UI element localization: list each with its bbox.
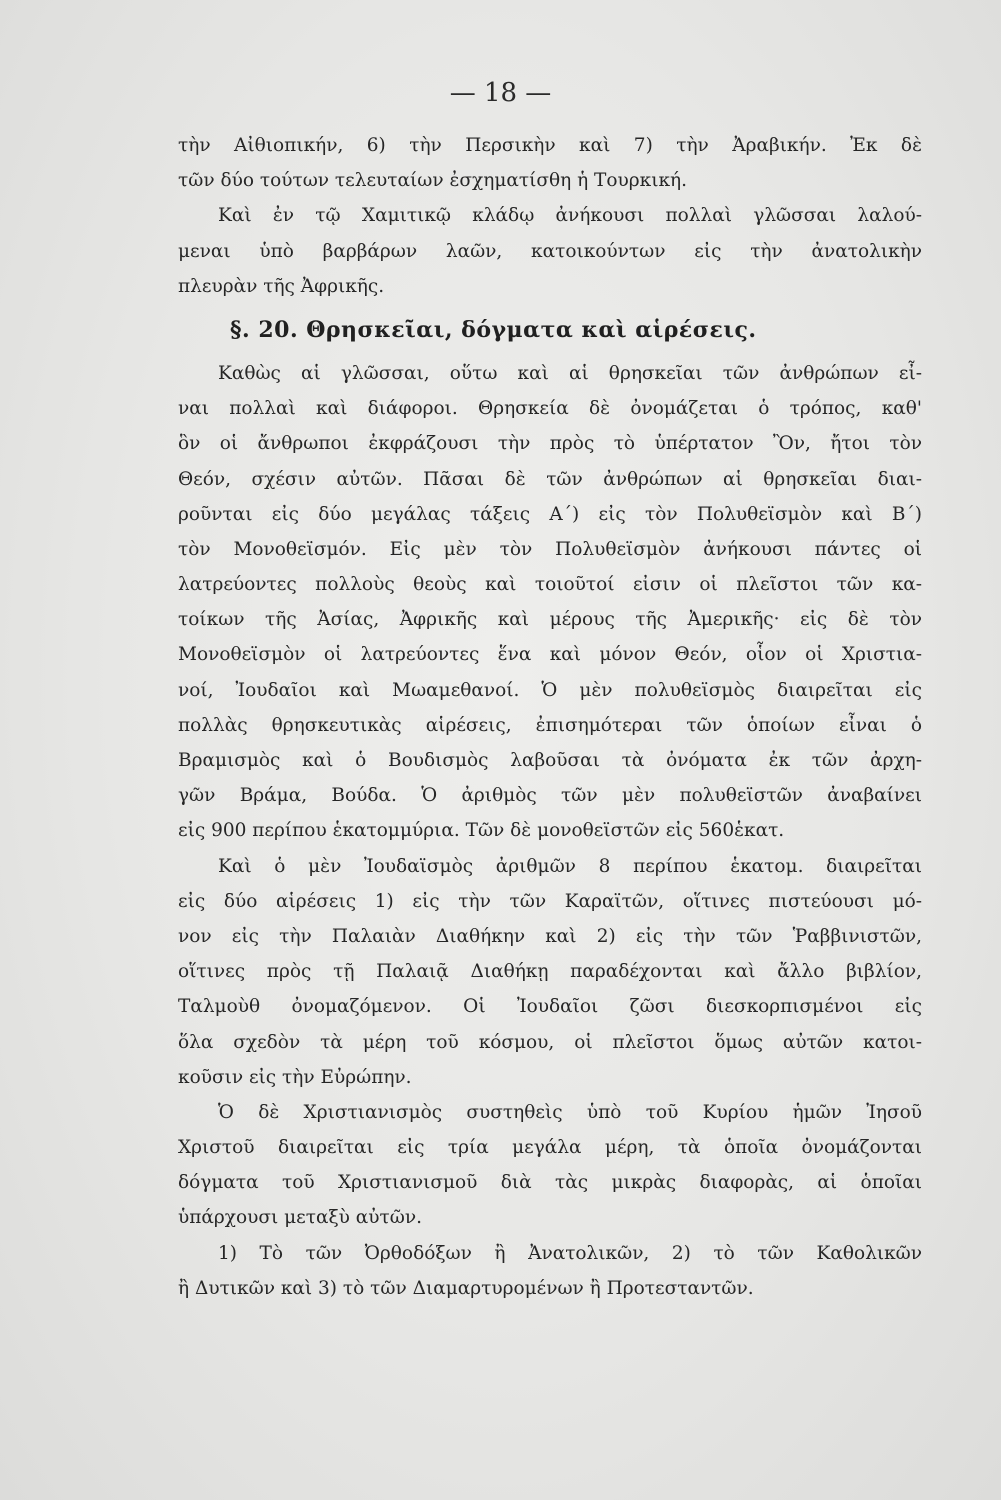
text-line: ὑπάρχουσι μεταξὺ αὐτῶν. [178,1207,422,1229]
text-line: λατρεύοντες πολλοὺς θεοὺς καὶ τοιοῦτοί εἰσιν οἱ πλεῖστοι τῶν κα- [178,574,922,596]
paragraph-4 [178,849,922,1095]
text-line: οἵτινες πρὸς τῇ Παλαιᾷ Διαθήκῃ παραδέχονται καὶ ἄλλο βιβλίον, [178,961,922,983]
text-line: τοίκων τῆς Ἀσίας, Ἀφρικῆς καὶ μέρους τῆς Ἀμερικῆς· εἰς δὲ τὸν [178,609,922,631]
paragraph-3 [178,356,922,849]
text-line: πλευρὰν τῆς Ἀφρικῆς. [178,275,385,297]
text-line: εἰς δύο αἱρέσεις 1) εἰς τὴν τῶν Καραϊτῶν, οἵτινες πιστεύουσι μό- [178,890,922,912]
text-line: Ὁ δὲ Χριστιανισμὸς συστηθεὶς ὑπὸ τοῦ Κυρίου ἡμῶν Ἰησοῦ [218,1101,922,1123]
body-text [178,128,922,1306]
text-line: ὃν οἱ ἄνθρωποι ἐκφράζουσι τὴν πρὸς τὸ ὑπέρτατον Ὂν, ἤτοι τὸν [178,433,922,455]
text-line: τὴν Αἰθιοπικήν, 6) τὴν Περσικὴν καὶ 7) τὴν Ἀραβικήν. Ἐκ δὲ [178,135,922,156]
section-heading: §. 20. Θρησκεῖαι, δόγματα καὶ αἱρέσεις. [230,316,757,343]
text-line: νον εἰς τὴν Παλαιὰν Διαθήκην καὶ 2) εἰς τὴν τῶν Ῥαββινιστῶν, [178,925,922,947]
text-line: Καθὼς αἱ γλῶσσαι, οὕτω καὶ αἱ θρησκεῖαι τῶν ἀνθρώπων εἶ- [218,362,922,384]
text-line: τὸν Μονοθεϊσμόν. Εἰς μὲν τὸν Πολυθεϊσμὸν ἀνήκουσι πάντες οἱ [178,538,922,560]
text-line: ναι πολλαὶ καὶ διάφοροι. Θρησκεία δὲ ὀνομάζεται ὁ τρόπος, καθ' [178,398,922,420]
page-number: — 18 — [449,78,552,108]
text-line: Καὶ ἐν τῷ Χαμιτικῷ κλάδῳ ἀνήκουσι πολλαὶ γλῶσσαι λαλού- [218,205,922,227]
text-line: ἢ Δυτικῶν καὶ 3) τὸ τῶν Διαμαρτυρομένων ἢ Προτεσταντῶν. [178,1277,754,1299]
text-line: κοῦσιν εἰς τὴν Εὐρώπην. [178,1066,412,1088]
text-line: Καὶ ὁ μὲν Ἰουδαϊσμὸς ἀριθμῶν 8 περίπου ἑκατομ. διαιρεῖται [218,855,922,877]
paragraph-2 [178,198,922,304]
text-line: Θεόν, σχέσιν αὐτῶν. Πᾶσαι δὲ τῶν ἀνθρώπων αἱ θρησκεῖαι διαι- [178,468,922,490]
text-line: εἰς 900 περίπου ἑκατομμύρια. Τῶν δὲ μονοθεϊστῶν εἰς 560ἑκατ. [178,820,785,842]
text-line: μεναι ὑπὸ βαρβάρων λαῶν, κατοικούντων εἰς τὴν ἀνατολικὴν [178,240,922,262]
paragraph-1 [178,128,922,198]
text-line: ὅλα σχεδὸν τὰ μέρη τοῦ κόσμου, οἱ πλεῖστοι ὅμως αὐτῶν κατοι- [178,1031,922,1053]
text-line: Χριστοῦ διαιρεῖται εἰς τρία μεγάλα μέρη, τὰ ὁποῖα ὀνομάζονται [178,1137,922,1159]
text-line: Μονοθεϊσμὸν οἱ λατρεύοντες ἕνα καὶ μόνον Θεόν, οἷον οἱ Χριστια- [178,644,922,666]
text-line: ροῦνται εἰς δύο μεγάλας τάξεις Α΄) εἰς τὸν Πολυθεϊσμὸν καὶ Β΄) [178,503,922,525]
text-line: πολλὰς θρησκευτικὰς αἱρέσεις, ἐπισημότεραι τῶν ὁποίων εἶναι ὁ [178,714,922,736]
text-line: νοί, Ἰουδαῖοι καὶ Μωαμεθανοί. Ὁ μὲν πολυθεϊσμὸς διαιρεῖται εἰς [178,679,922,701]
text-line: γῶν Βράμα, Βούδα. Ὁ ἀριθμὸς τῶν μὲν πολυθεϊστῶν ἀναβαίνει [178,785,922,807]
text-line: Ταλμοὺθ ὀνομαζόμενον. Οἱ Ἰουδαῖοι ζῶσι διεσκορπισμένοι εἰς [178,996,922,1018]
text-line: Βραμισμὸς καὶ ὁ Βουδισμὸς λαβοῦσαι τὰ ὀνόματα ἐκ τῶν ἀρχη- [178,750,922,771]
paragraph-6 [178,1236,922,1306]
text-line: δόγματα τοῦ Χριστιανισμοῦ διὰ τὰς μικρὰς διαφορὰς, αἱ ὁποῖαι [178,1172,922,1194]
paragraph-5 [178,1095,922,1236]
text-line: 1) Τὸ τῶν Ὀρθοδόξων ἢ Ἀνατολικῶν, 2) τὸ τῶν Καθολικῶν [218,1242,922,1264]
text-line: τῶν δύο τούτων τελευταίων ἐσχηματίσθη ἡ Τουρκική. [178,170,687,192]
